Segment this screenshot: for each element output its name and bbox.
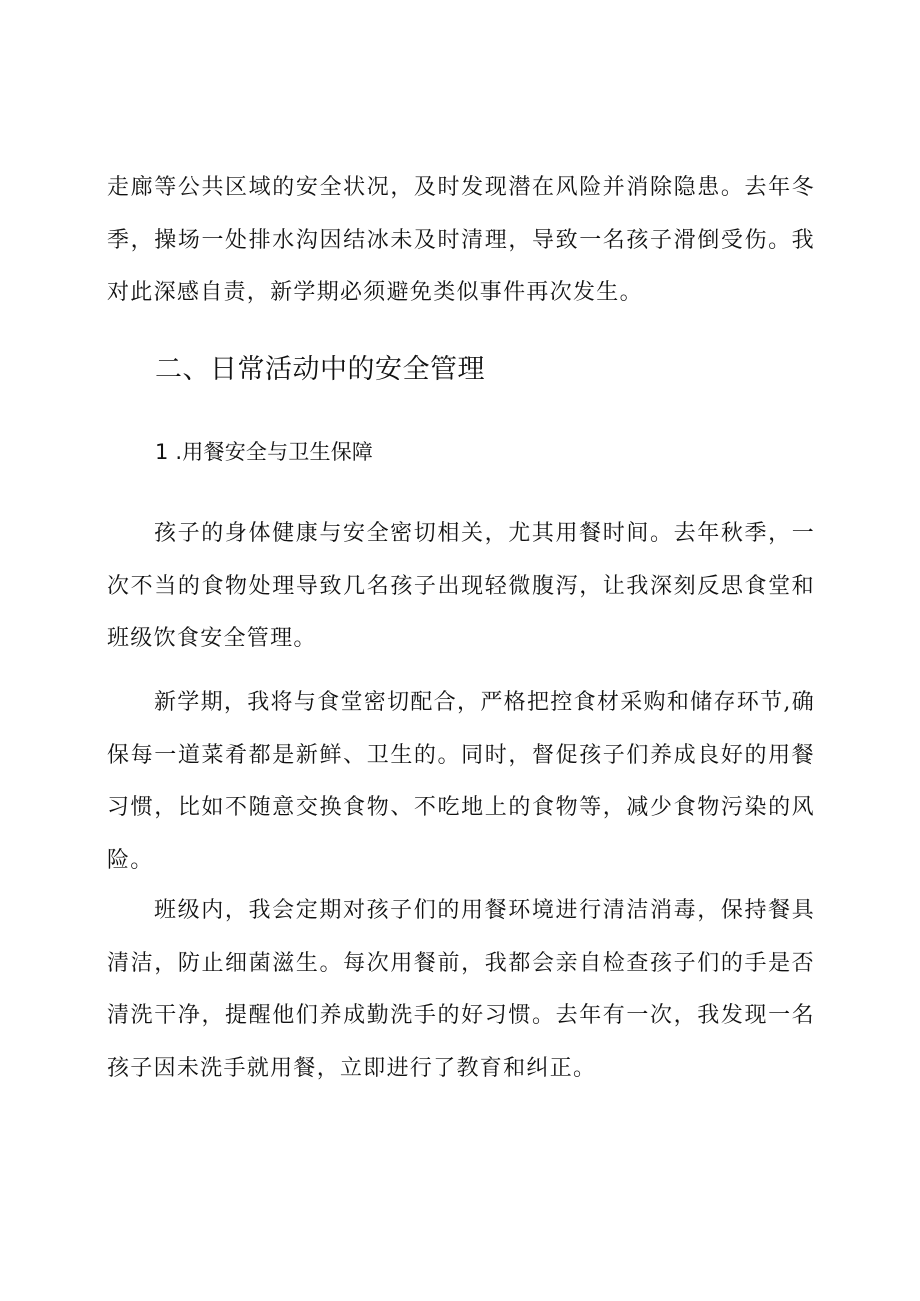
- body-paragraph-meal-health: 孩子的身体健康与安全密切相关，尤其用餐时间。去年秋季，一次不当的食物处理导致几名孩子出现轻微腹泻，让我深刻反思食堂和班级饮食安全管理。: [107, 521, 815, 651]
- subsection-heading: 1 .用餐安全与卫生保障: [155, 440, 374, 464]
- body-paragraph-continuation: 走廊等公共区域的安全状况，及时发现潜在风险并消除隐患。去年冬季，操场一处排水沟因结冰未及时清理，导致一名孩子滑倒受伤。我对此深感自责，新学期必须避免类似事件再次发生。: [107, 175, 815, 305]
- section-heading: 二、日常活动中的安全管理: [155, 354, 485, 385]
- body-paragraph-class-hygiene: 班级内，我会定期对孩子们的用餐环境进行清洁消毒，保持餐具清洁，防止细菌滋生。每次用餐前，我都会亲自检查孩子们的手是否清洗干净，提醒他们养成勤洗手的好习惯。去年有一次，我发现一名孩子因未洗手就用餐，立即进行了教育和纠正。: [107, 898, 815, 1081]
- body-paragraph-canteen-cooperation: 新学期，我将与食堂密切配合，严格把控食材采购和储存环节,确保每一道菜肴都是新鲜、卫生的。同时，督促孩子们养成良好的用餐习惯，比如不随意交换食物、不吃地上的食物等，减少食物污染的风险。: [107, 690, 815, 873]
